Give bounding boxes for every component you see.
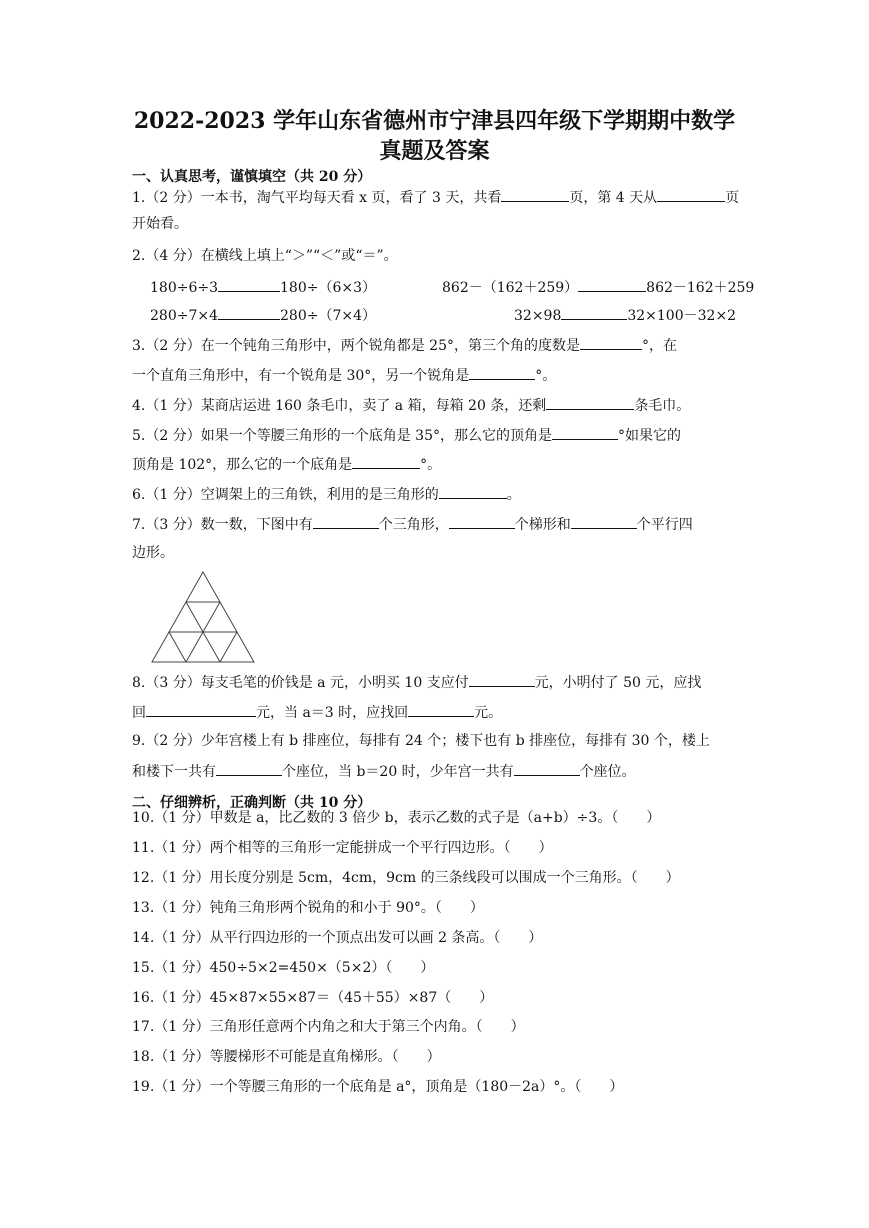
answer-blank[interactable]	[571, 513, 637, 529]
question-7-line1: 7.（3 分）数一数，下图中有 个三角形， 个梯形和 个平行四	[132, 513, 693, 535]
section1-heading: 一、认真思考，谨慎填空（共 20 分）	[132, 169, 372, 185]
answer-blank[interactable]	[408, 701, 474, 717]
judge-item: 18.（1 分）等腰梯形不可能是直角梯形。（ ）	[132, 1049, 441, 1065]
question-4: 4.（1 分）某商店运进 160 条毛巾，卖了 a 箱，每箱 20 条，还剩 条毛巾。	[132, 394, 690, 416]
judge-item: 17.（1 分）三角形任意两个内角之和大于第三个内角。（ ）	[132, 1019, 525, 1035]
judge-item: 12.（1 分）用长度分别是 5cm，4cm，9cm 的三条线段可以围成一个三角形。（ ）	[132, 870, 680, 886]
question-3-line1: 3.（2 分）在一个钝角三角形中，两个锐角都是 25°，第三个角的度数是 °，在	[132, 334, 677, 356]
answer-blank[interactable]	[580, 334, 642, 350]
judge-item: 19.（1 分）一个等腰三角形的一个底角是 a°，顶角是（180－2a）°。（ ）	[132, 1079, 624, 1095]
answer-blank[interactable]	[578, 276, 646, 292]
answer-blank[interactable]	[561, 304, 627, 320]
compare-row2-left: 280÷7×4 280÷（7×4）	[150, 304, 376, 326]
question-9-line1: 9.（2 分）少年宫楼上有 b 排座位，每排有 24 个；楼下也有 b 排座位，每排有 30 个，楼上	[132, 733, 710, 749]
answer-blank[interactable]	[546, 394, 634, 410]
judge-item: 10.（1 分）甲数是 a，比乙数的 3 倍少 b，表示乙数的式子是（a+b）÷3。（ ）	[132, 810, 661, 826]
answer-blank[interactable]	[501, 186, 569, 202]
question-1-line2: 开始看。	[132, 216, 188, 232]
triangle-grid-lines	[152, 572, 254, 662]
answer-blank[interactable]	[313, 513, 379, 529]
answer-blank[interactable]	[657, 186, 725, 202]
compare-row1-right: 862－（162＋259） 862－162＋259	[442, 276, 754, 298]
page-title-line2: 真题及答案	[379, 138, 490, 164]
answer-blank[interactable]	[216, 760, 282, 776]
page-title-line1: 2022-2023 学年山东省德州市宁津县四年级下学期期中数学	[133, 108, 736, 134]
answer-blank[interactable]	[352, 453, 420, 469]
judge-item: 11.（1 分）两个相等的三角形一定能拼成一个平行四边形。（ ）	[132, 840, 553, 856]
judge-item: 15.（1 分）450÷5×2=450×（5×2）（ ）	[132, 960, 435, 976]
answer-blank[interactable]	[469, 364, 535, 380]
question-5-line2: 顶角是 102°，那么它的一个底角是 °。	[132, 453, 441, 475]
answer-blank[interactable]	[218, 276, 280, 292]
answer-blank[interactable]	[552, 424, 618, 440]
compare-row2-right: 32×98 32×100－32×2	[514, 304, 736, 326]
answer-blank[interactable]	[218, 304, 280, 320]
answer-blank[interactable]	[469, 671, 535, 687]
question-5-line1: 5.（2 分）如果一个等腰三角形的一个底角是 35°，那么它的顶角是 °如果它的	[132, 424, 681, 446]
question-1-line1: 1.（2 分）一本书，淘气平均每天看 x 页，看了 3 天，共看 页，第 4 天从 页	[132, 186, 739, 208]
judge-item: 14.（1 分）从平行四边形的一个顶点出发可以画 2 条高。（ ）	[132, 930, 543, 946]
grid-line	[169, 632, 186, 662]
question-2-stem: 2.（4 分）在横线上填上“＞”“＜”或“＝”。	[132, 248, 398, 264]
triangle-grid-figure	[150, 570, 256, 664]
question-3-line2: 一个直角三角形中，有一个锐角是 30°，另一个锐角是 °。	[132, 364, 556, 386]
compare-row1-left: 180÷6÷3 180÷（6×3）	[150, 276, 376, 298]
question-8-line1: 8.（3 分）每支毛笔的价钱是 a 元，小明买 10 支应付 元，小明付了 50 元，应找	[132, 671, 701, 693]
grid-line	[220, 632, 237, 662]
judge-item: 13.（1 分）钝角三角形两个锐角的和小于 90°。（ ）	[132, 900, 484, 916]
question-9-line2: 和楼下一共有 个座位，当 b＝20 时，少年宫一共有 个座位。	[132, 760, 636, 782]
question-7-line2: 边形。	[132, 545, 174, 561]
question-8-line2: 回 元，当 a＝3 时，应找回 元。	[132, 701, 502, 723]
answer-blank[interactable]	[146, 701, 256, 717]
section2-heading: 二、仔细辨析，正确判断（共 10 分）	[132, 795, 372, 811]
answer-blank[interactable]	[449, 513, 515, 529]
judge-item: 16.（1 分）45×87×55×87＝（45＋55）×87（ ）	[132, 990, 494, 1006]
question-6: 6.（1 分）空调架上的三角铁，利用的是三角形的 。	[132, 483, 521, 505]
answer-blank[interactable]	[439, 483, 507, 499]
outer-triangle	[152, 572, 254, 662]
answer-blank[interactable]	[514, 760, 580, 776]
